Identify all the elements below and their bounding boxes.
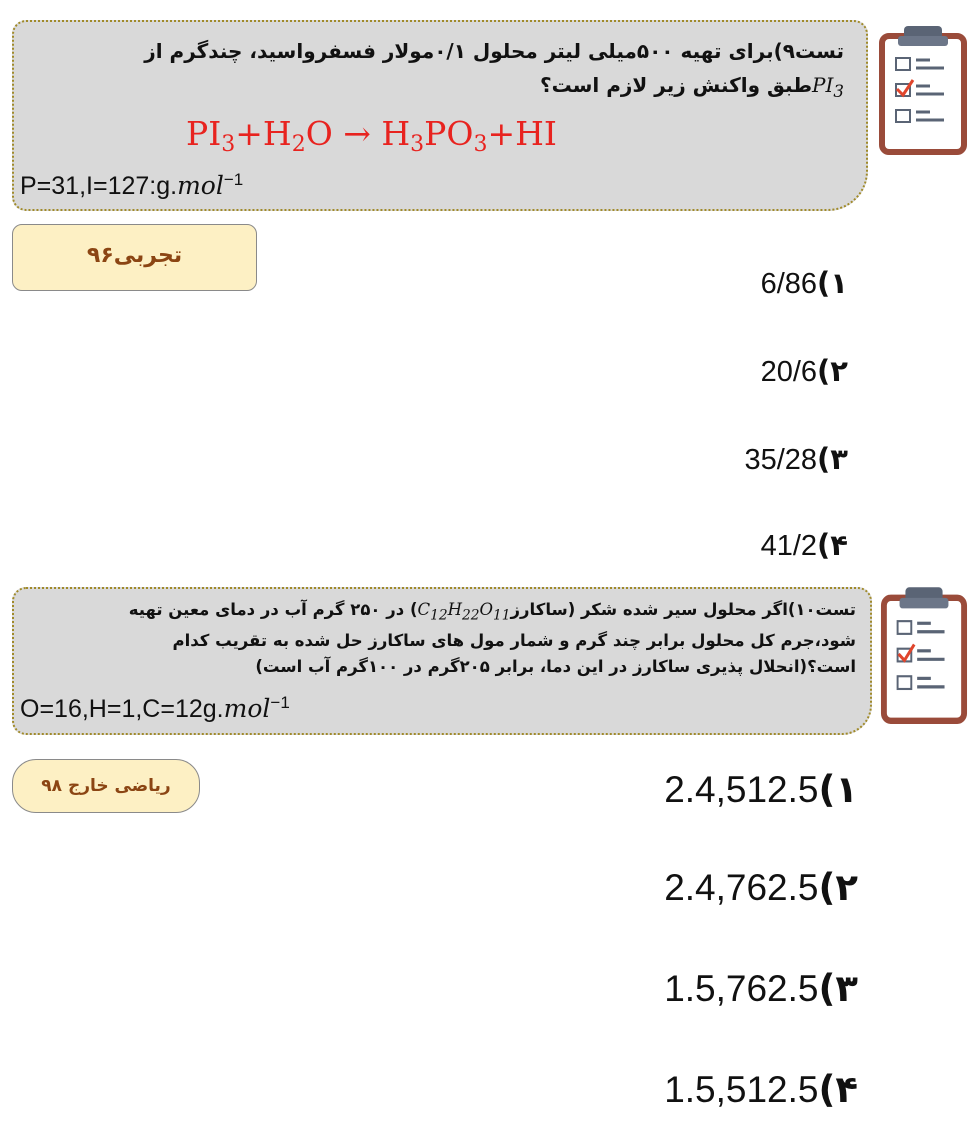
- q10-line-1b: ) در ۲۵۰ گرم آب در دمای معین تهیه: [128, 600, 418, 619]
- q10-option-4-num: (۴: [818, 1068, 858, 1111]
- q9-option-1-value: 6/86: [760, 268, 818, 300]
- q9-line-2-text: طبق واکنش زیر لازم است؟: [539, 73, 813, 97]
- q9-option-4-value: 41/2: [760, 530, 818, 562]
- q9-option-1[interactable]: [761, 266, 848, 301]
- formula-o-sub: 11: [493, 607, 511, 624]
- q9-masses-text: P=31,I=127:g.: [20, 172, 178, 200]
- formula-o: O: [479, 600, 494, 619]
- question-10-box: [12, 587, 872, 735]
- eq-po-sub: 3: [473, 132, 488, 157]
- formula-c-sub: 12: [430, 607, 448, 624]
- sucrose-formula: [417, 600, 511, 624]
- q9-option-4[interactable]: [761, 528, 848, 563]
- q10-option-4[interactable]: [664, 1068, 858, 1111]
- formula-h-sub: 22: [462, 607, 480, 624]
- eq-h-sub: 2: [291, 132, 306, 157]
- q9-masses-unit: mol: [177, 171, 224, 200]
- q10-option-1[interactable]: [664, 768, 858, 811]
- q10-option-3-num: (۳: [818, 967, 858, 1010]
- question-9-line-2: [24, 68, 844, 109]
- formula-h: H: [447, 600, 463, 619]
- question-9-text: [24, 34, 844, 109]
- q10-option-2-value: 2.4,762.5: [664, 867, 819, 908]
- q10-masses-unit: mol: [223, 694, 271, 723]
- q10-option-1-num: (۱: [818, 768, 858, 811]
- eq-po: PO: [424, 114, 474, 153]
- q9-option-3-num: (۳: [817, 442, 848, 476]
- q10-option-3[interactable]: [664, 967, 858, 1010]
- question-9-line-1: تست۹)برای تهیه ۵۰۰میلی لیتر محلول ۰/۱مولار فسفرواسید، چندگرم از: [144, 39, 844, 63]
- q10-line-1a: تست۱۰)اگر محلول سیر شده شکر (ساکارز: [510, 600, 856, 619]
- question-10-line-2: شود،جرم کل محلول برابر چند گرم و شمار مول های ساکارز حل شده به تقریب کدام: [172, 631, 856, 651]
- eq-arrow: →: [332, 114, 382, 153]
- q10-option-2[interactable]: [664, 866, 858, 909]
- formula-c: C: [417, 600, 431, 619]
- clipboard-checklist-icon: [878, 22, 968, 156]
- q10-option-4-value: 1.5,512.5: [664, 1069, 819, 1110]
- q10-masses-exp: −1: [270, 693, 290, 712]
- eq-h: +H: [235, 114, 292, 153]
- q10-option-3-value: 1.5,762.5: [664, 968, 819, 1009]
- eq-pi: PI: [186, 114, 222, 153]
- q10-atomic-masses: [20, 693, 290, 724]
- q9-pi-sub: 3: [833, 82, 844, 101]
- question-9-box: [12, 20, 868, 211]
- reaction-equation: [186, 114, 557, 157]
- q10-option-2-num: (۲: [818, 866, 858, 909]
- question-10-line-3: است؟(انحلال پذیری ساکارز در این دما، برابر ۲۰۵گرم در ۱۰۰گرم آب است): [255, 657, 856, 677]
- q10-option-1-value: 2.4,512.5: [664, 769, 819, 810]
- eq-o: O: [305, 114, 333, 153]
- q9-option-2[interactable]: [761, 354, 848, 389]
- eq-h3-sub: 3: [410, 132, 425, 157]
- clipboard-checklist-icon: [880, 583, 968, 725]
- exam-source-badge-98: ریاضی خارج ۹۸: [12, 759, 200, 813]
- q9-option-3[interactable]: [744, 442, 848, 477]
- question-10-line-1: [16, 597, 856, 628]
- q9-atomic-masses: [20, 170, 243, 201]
- q9-masses-exp: −1: [223, 170, 244, 189]
- eq-hi: +HI: [487, 114, 557, 153]
- q9-option-3-value: 35/28: [744, 444, 818, 476]
- q9-option-4-num: (۴: [817, 528, 848, 562]
- q9-option-2-num: (۲: [817, 354, 848, 388]
- exam-source-badge-96: تجربی۹۶: [12, 224, 257, 291]
- q9-option-2-value: 20/6: [760, 356, 818, 388]
- q10-masses-text: O=16,H=1,C=12g.: [20, 695, 224, 723]
- eq-pi-sub: 3: [221, 132, 236, 157]
- question-10-text: [16, 597, 856, 680]
- q9-option-1-num: (۱: [817, 266, 848, 300]
- q9-pi-symbol: PI: [812, 73, 834, 97]
- eq-h3: H: [381, 114, 411, 153]
